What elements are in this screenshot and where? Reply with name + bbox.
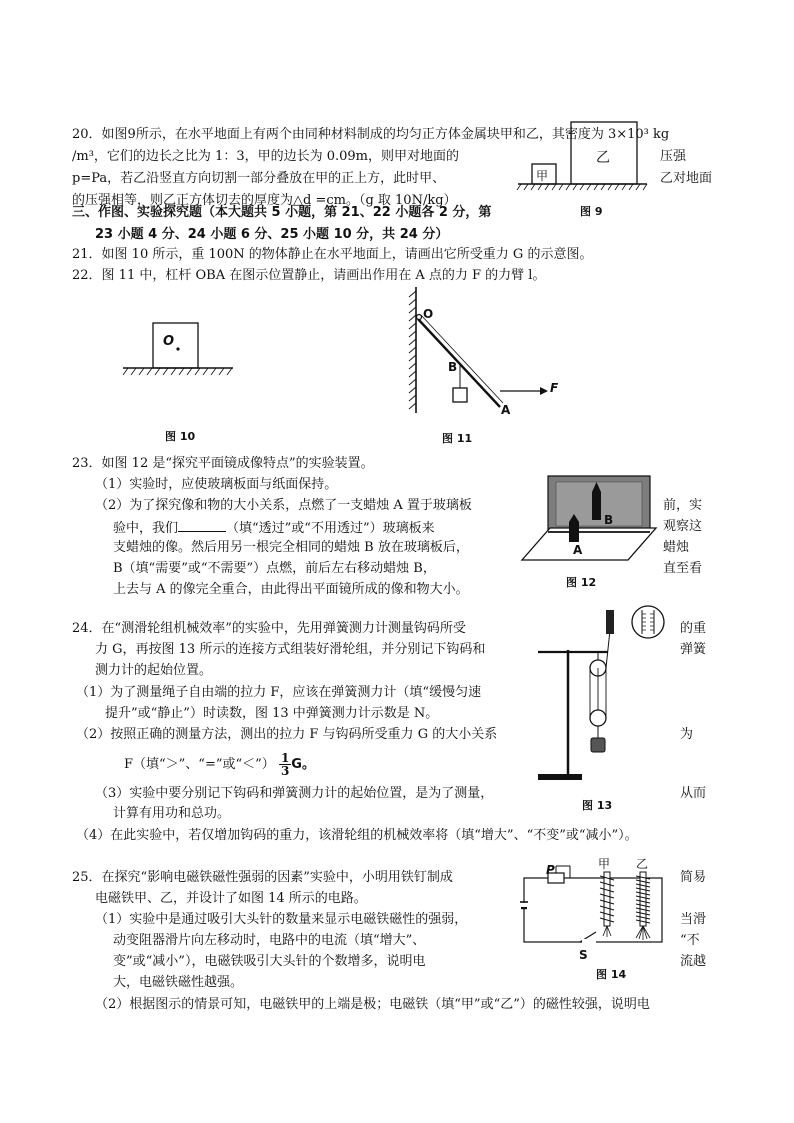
candle-a xyxy=(569,522,579,542)
q24-line7-a: F（填“＞”、“=”或“＜”） xyxy=(124,757,275,772)
q25-line6: 大，电磁铁磁性越强。 xyxy=(113,975,244,990)
q20-line1: 20．如图9所示，在水平地面上有两个由同种材料制成的均匀正方体金属块甲和乙，其密度为 3×10³ kg xyxy=(72,127,670,142)
q24-line10: （4）在此实验中，若仅增加钩码的重力，该滑轮组的机械效率将（填“增大”、“不变”或“减小”）。 xyxy=(76,828,638,843)
section3-header-line1: 三、作图、实验探究题（本大题共 5 小题，第 21、22 小题各 2 分，第 xyxy=(72,205,492,220)
q20-line3: p=Pa，若乙沿竖直方向切割一部分叠放在甲的正上方，此时甲、 xyxy=(72,171,446,186)
q24-line7 xyxy=(124,752,315,777)
q23-line7: 上去与 A 的像完全重合，由此得出平面镜所成的像和物大小。 xyxy=(113,582,469,597)
q23-line3: （2）为了探究像和物的大小关系，点燃了一支蜡烛 A 置于玻璃板 xyxy=(95,498,472,513)
fig9-label-jia: 甲 xyxy=(536,169,549,183)
fig12-caption: 图 12 xyxy=(566,576,597,589)
q25-line7: （2）根据图示的情景可知，电磁铁甲的上端是极；电磁铁（填“甲”或“乙”）的磁性较强，说明电 xyxy=(95,997,650,1012)
section3-header-line2: 23 小题 4 分、24 小题 6 分、25 小题 10 分，共 24 分） xyxy=(95,227,449,242)
q24-line2: 力 G，再按图 13 所示的连接方式组装好滑轮组，并分别记下钩码和 xyxy=(95,642,486,657)
lever-rod-edge xyxy=(421,315,503,403)
q23-line4-a: 验中，我们 xyxy=(113,521,179,536)
electromagnet-yi xyxy=(636,872,650,940)
q24-line1: 24．在“测滑轮组机械效率”的实验中，先用弹簧测力计测量钩码所受 xyxy=(72,621,466,636)
q25-line3: （1）实验中是通过吸引大头针的数量来显示电磁铁磁性的强弱， xyxy=(95,912,468,927)
fig12-label-a: A xyxy=(573,543,583,557)
fig11-label-o: O xyxy=(423,307,434,321)
q25-line5-right: 流越 xyxy=(680,954,707,969)
q24-line9: 计算有用功和总功。 xyxy=(113,806,231,821)
fig10-label-o: O xyxy=(163,334,175,349)
q23-line4 xyxy=(113,519,435,537)
q24-line4: （1）为了测量绳子自由端的拉力 F，应该在弹簧测力计（填“缓慢匀速 xyxy=(76,685,482,700)
q24-line6: （2）按照正确的测量方法，测出的拉力 F 与钩码所受重力 G 的大小关系 xyxy=(76,727,498,742)
q22-text: 22．图 11 中，杠杆 OBA 在图示位置静止，请画出作用在 A 点的力 F 的力臂 l。 xyxy=(72,268,546,283)
fig13-caption: 图 13 xyxy=(582,799,613,812)
fig14-caption: 图 14 xyxy=(596,968,627,981)
q20-line3-right: 乙对地面 xyxy=(660,171,713,186)
lever-rod xyxy=(418,319,500,407)
q25-line5: 变”或“减小”），电磁铁吸引大头针的个数增多，说明电 xyxy=(113,954,426,969)
candle-b xyxy=(592,492,601,520)
electromagnet-jia xyxy=(600,872,614,937)
q24-line1-right: 的重 xyxy=(680,621,707,636)
fig11-label-f: F xyxy=(550,381,559,395)
q23-line4-right: 观察这 xyxy=(663,519,703,534)
pivot-o xyxy=(417,315,422,320)
fig14-label-p: P xyxy=(546,863,555,877)
fig9-label-yi: 乙 xyxy=(596,150,610,166)
q20-line2-right: 压强 xyxy=(660,149,687,164)
figure-14 xyxy=(520,858,670,963)
fig11-label-a: A xyxy=(501,403,511,417)
q24-line3: 测力计的起始位置。 xyxy=(95,663,213,678)
q24-line8: （3）实验中要分别记下钩码和弹簧测力计的起始位置，是为了测量， xyxy=(95,786,494,801)
q25-line1-right: 简易 xyxy=(680,870,707,885)
q25-line1: 25．在探究“影响电磁铁磁性强弱的因素”实验中，小明用铁钉制成 xyxy=(72,870,453,885)
object-block xyxy=(153,323,198,368)
q24-line5: 提升”或“静止”）时读数，图 13 中弹簧测力计示数是 N。 xyxy=(105,706,439,721)
q25-line3-right: 当滑 xyxy=(680,912,707,927)
q25-line4-right: “不 xyxy=(680,933,700,948)
q24-g: G。 xyxy=(291,757,315,772)
q23-answer-blank[interactable] xyxy=(178,519,226,532)
q20-line4: 的压强相等，则乙正方体切去的厚度为△d =cm。（g 取 10N/kg） xyxy=(72,193,457,208)
figure-13 xyxy=(530,630,670,790)
fig14-label-jia: 甲 xyxy=(598,857,611,871)
q23-line2: （1）实验时，应使玻璃板面与纸面保持。 xyxy=(95,477,338,492)
spring-scale xyxy=(606,610,614,634)
weight xyxy=(453,388,467,402)
fig14-label-yi: 乙 xyxy=(636,857,649,871)
wall-hatch xyxy=(409,291,416,409)
hook-weights xyxy=(591,738,605,752)
ground-hatch xyxy=(123,368,232,375)
center-dot xyxy=(176,347,179,350)
q24-line2-right: 弹簧 xyxy=(680,642,707,657)
q23-line5-right: 蜡烛 xyxy=(663,540,690,555)
force-arrowhead xyxy=(540,387,548,395)
q24-line6-right: 为 xyxy=(680,727,694,742)
q23-line4-b: （填“透过”或“不用透过”）玻璃板来 xyxy=(226,521,435,536)
fig10-caption: 图 10 xyxy=(165,430,196,443)
fig11-caption: 图 11 xyxy=(442,432,473,445)
fig9-caption: 图 9 xyxy=(580,205,603,218)
q23-line5: 支蜡烛的像。然后用另一根完全相同的蜡烛 B 放在玻璃板后， xyxy=(113,540,469,555)
q23-line6: B（填“需要”或“不需要”）点燃，前后左右移动蜡烛 B， xyxy=(113,561,436,576)
q25-line2: 电磁铁甲、乙，并设计了如图 14 所示的电路。 xyxy=(95,891,367,906)
q23-line1: 23．如图 12 是“探究平面镜成像特点”的实验装置。 xyxy=(72,456,374,471)
scale-zoom xyxy=(632,606,664,638)
fig11-label-b: B xyxy=(448,360,458,374)
q23-line3-right: 前，实 xyxy=(663,498,703,513)
fig14-label-s: S xyxy=(579,948,588,962)
q21-text: 21．如图 10 所示，重 100N 的物体静止在水平地面上，请画出它所受重力 G 的示意图。 xyxy=(72,247,593,262)
moving-pulley xyxy=(590,710,606,726)
fraction-one-third: $\frac{1}{3}$ xyxy=(280,751,290,778)
stand-base xyxy=(538,774,582,780)
figure-10 xyxy=(120,318,240,398)
q23-line6-right: 直至看 xyxy=(663,561,703,576)
q25-line4: 动变阻器滑片向左移动时，电路中的电流（填“增大”、 xyxy=(113,933,426,948)
q24-line8-right: 从而 xyxy=(680,786,707,801)
ground-hatch xyxy=(517,184,647,190)
figure-12 xyxy=(520,472,660,572)
q20-line2: /m³，它们的边长之比为 1：3，甲的边长为 0.09m，则甲对地面的 xyxy=(72,149,459,164)
fig12-label-b: B xyxy=(604,513,614,527)
